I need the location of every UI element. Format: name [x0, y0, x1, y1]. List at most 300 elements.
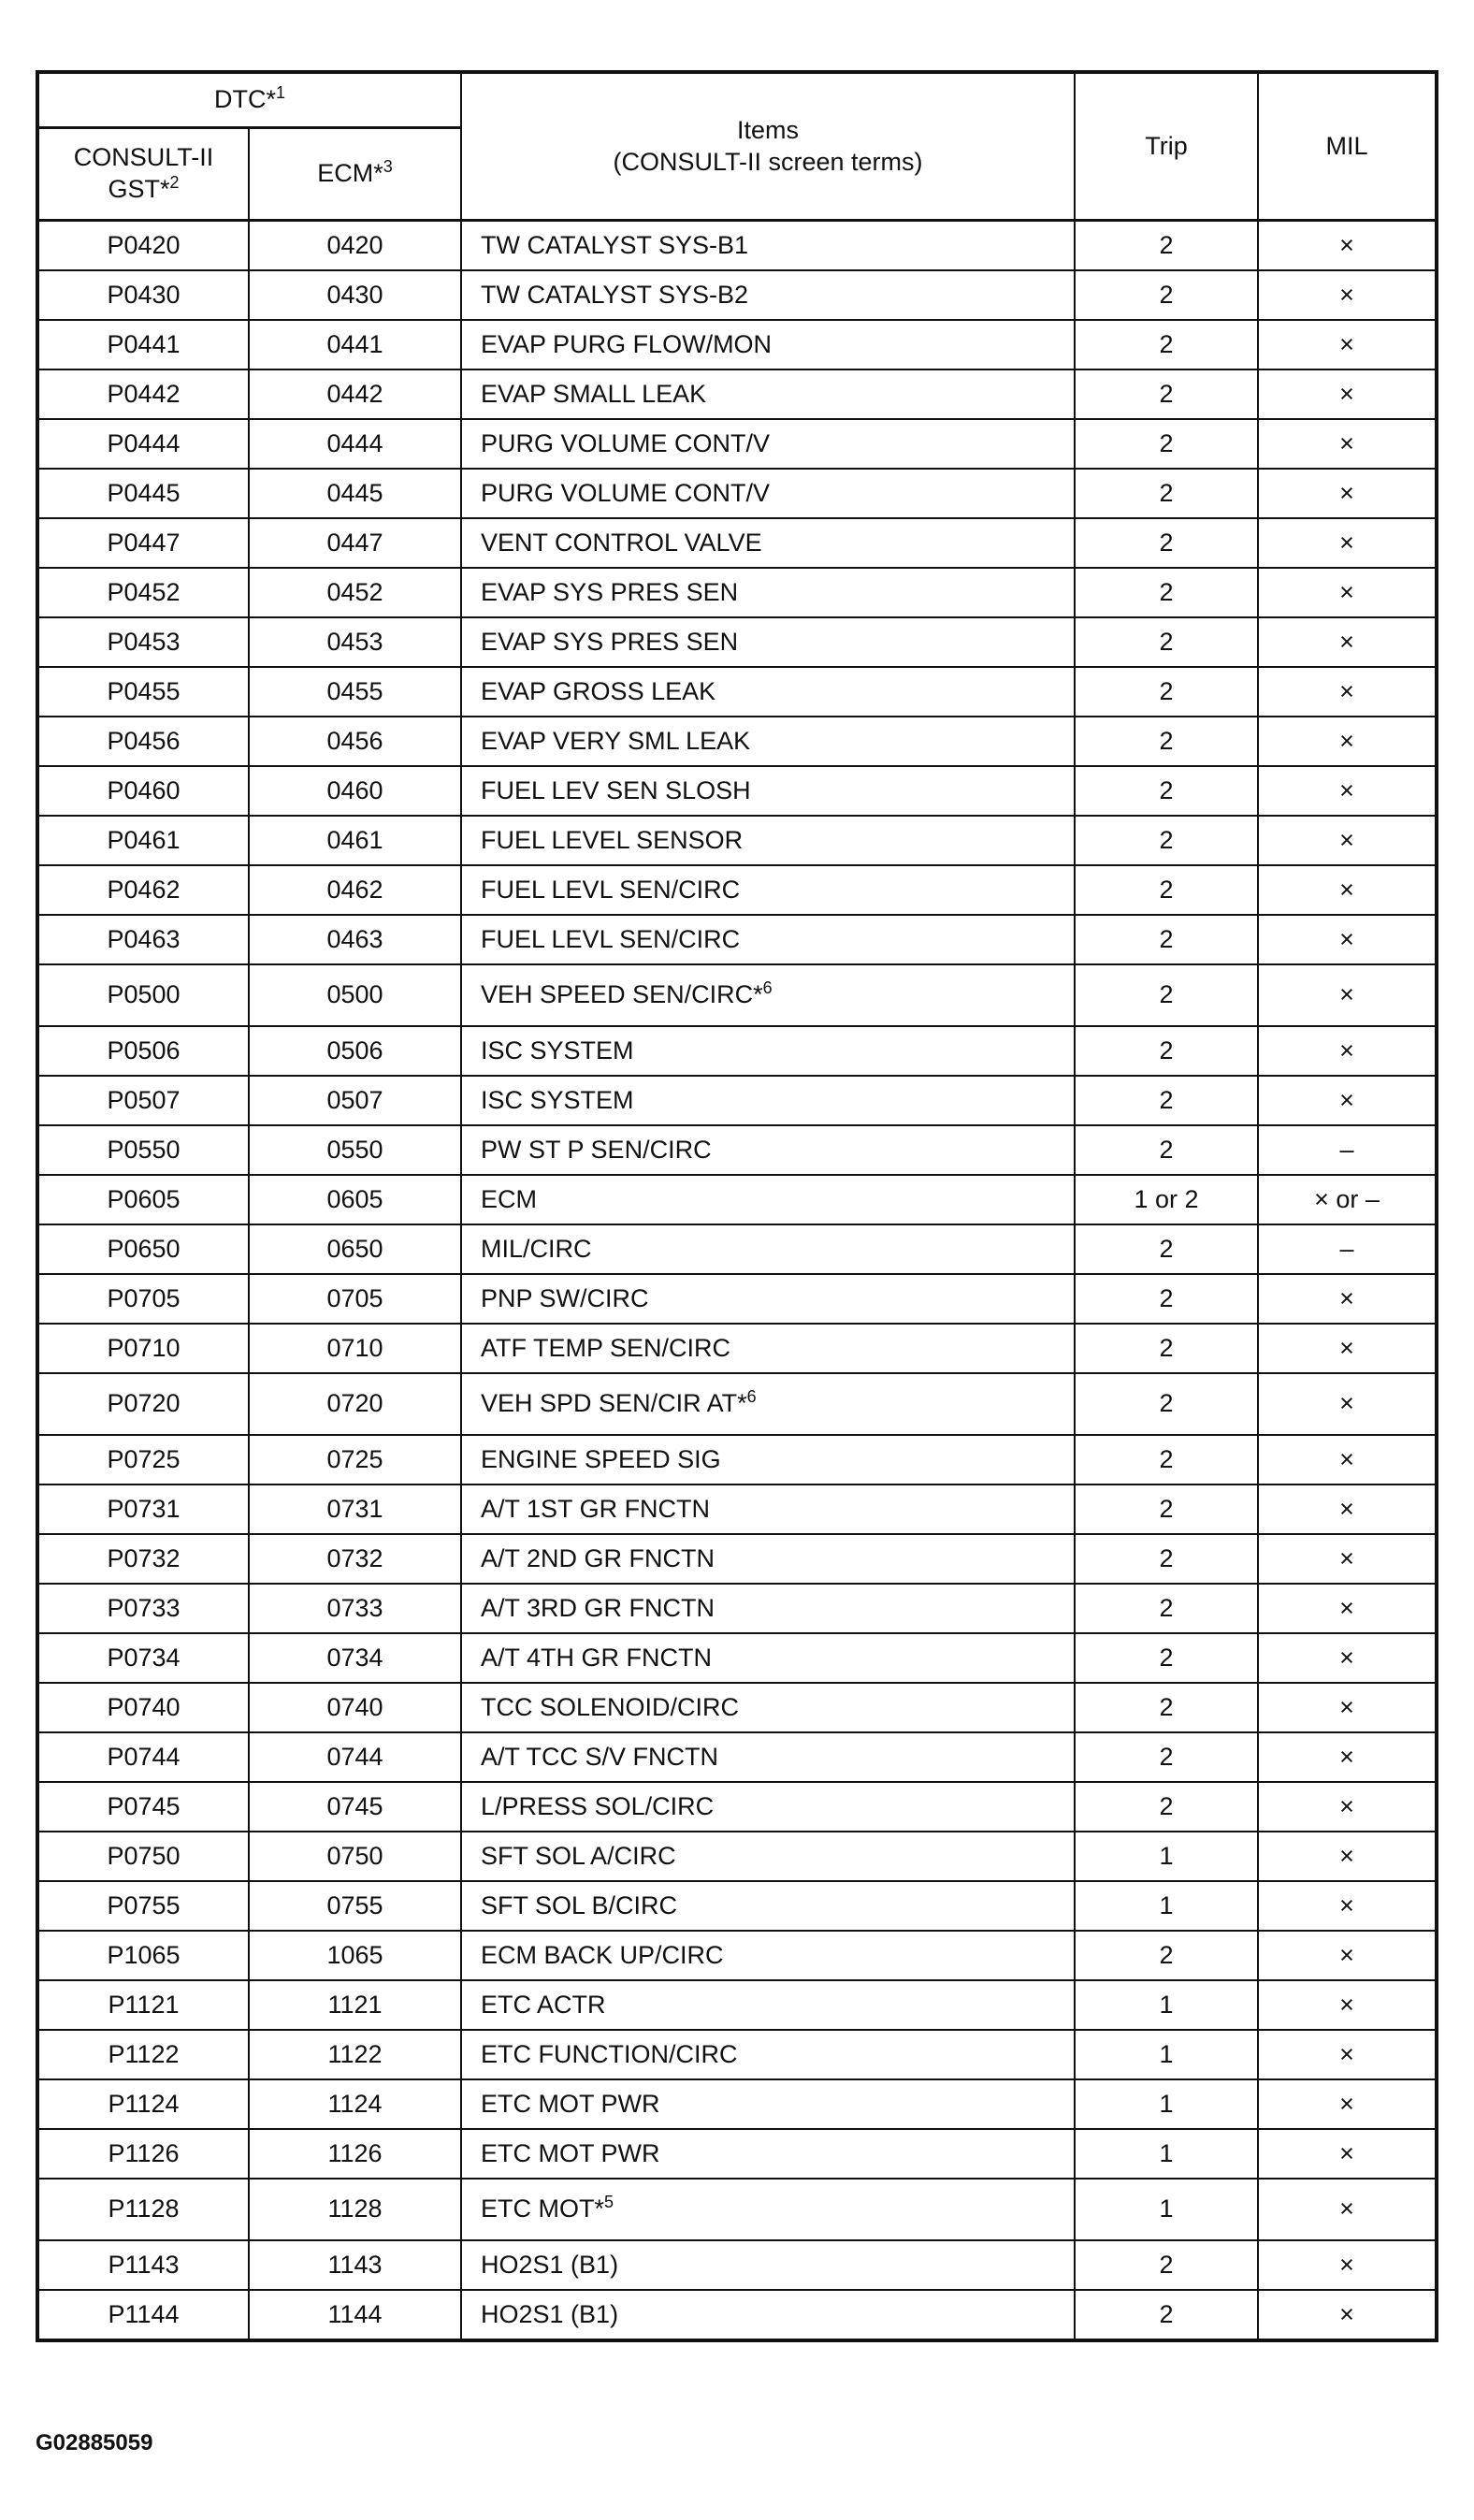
item-term: [461, 617, 1075, 667]
item-term: [461, 1224, 1075, 1274]
mil-indicator: ×: [1258, 1274, 1437, 1324]
ecm-code: 0500: [249, 964, 461, 1026]
item-term: [461, 1026, 1075, 1076]
consult-gst-code: P1121: [37, 1980, 249, 2030]
table-row: [37, 667, 1437, 717]
consult-gst-code: P1122: [37, 2030, 249, 2079]
item-term-text: VENT CONTROL VALVE: [481, 528, 762, 557]
header-ecm: ECM*$^3$: [249, 128, 461, 221]
item-term-text: PNP SW/CIRC: [481, 1283, 649, 1312]
table-row: [37, 419, 1437, 469]
ecm-code: 0740: [249, 1683, 461, 1732]
item-term: [461, 1435, 1075, 1484]
table-row: [37, 1633, 1437, 1683]
trip-value: 2: [1075, 320, 1258, 369]
consult-gst-code: P0456: [37, 717, 249, 766]
item-term: [461, 2240, 1075, 2290]
header-dtc: DTC*$^1$: [37, 72, 461, 128]
trip-value: 2: [1075, 717, 1258, 766]
trip-value: 2: [1075, 1026, 1258, 1076]
item-term: [461, 369, 1075, 419]
table-row: [37, 2240, 1437, 2290]
trip-value: 1: [1075, 2129, 1258, 2179]
mil-indicator: ×: [1258, 2079, 1437, 2129]
item-term: [461, 1683, 1075, 1732]
mil-indicator: –: [1258, 1125, 1437, 1175]
item-term: [461, 964, 1075, 1026]
consult-gst-code: P0650: [37, 1224, 249, 1274]
item-term-text: SFT SOL B/CIRC: [481, 1890, 678, 1919]
ecm-code: 0453: [249, 617, 461, 667]
header-consult-footnote: 2: [169, 173, 180, 192]
ecm-code: 0420: [249, 221, 461, 271]
trip-value: 2: [1075, 2240, 1258, 2290]
mil-indicator: ×: [1258, 1980, 1437, 2030]
trip-value: 2: [1075, 667, 1258, 717]
table-row: [37, 1534, 1437, 1584]
ecm-code: 0725: [249, 1435, 461, 1484]
trip-value: 2: [1075, 1683, 1258, 1732]
item-term: [461, 1484, 1075, 1534]
table-row: [37, 865, 1437, 915]
header-dtc-footnote: 1: [276, 83, 286, 103]
mil-indicator: ×: [1258, 1373, 1437, 1435]
ecm-code: 0452: [249, 568, 461, 617]
ecm-code: 0462: [249, 865, 461, 915]
table-row: [37, 1931, 1437, 1980]
item-term-text: TW CATALYST SYS-B2: [481, 280, 749, 309]
table-row: [37, 617, 1437, 667]
item-term: [461, 320, 1075, 369]
ecm-code: 1065: [249, 1931, 461, 1980]
item-term: [461, 1782, 1075, 1832]
trip-value: 2: [1075, 1584, 1258, 1633]
dtc-table-sheet: [36, 70, 1435, 2342]
ecm-code: 1144: [249, 2290, 461, 2340]
figure-code: G02885059: [36, 2430, 153, 2455]
item-term-text: VEH SPEED SEN/CIRC*: [481, 980, 763, 1009]
ecm-code: 0720: [249, 1373, 461, 1435]
item-term: [461, 270, 1075, 320]
consult-gst-code: P0453: [37, 617, 249, 667]
item-term: [461, 1980, 1075, 2030]
table-row: [37, 568, 1437, 617]
item-term-text: ATF TEMP SEN/CIRC: [481, 1333, 731, 1362]
consult-gst-code: P0442: [37, 369, 249, 419]
item-term: [461, 2290, 1075, 2340]
table-row: [37, 1435, 1437, 1484]
table-row: [37, 1125, 1437, 1175]
table-row: [37, 1782, 1437, 1832]
trip-value: 2: [1075, 2290, 1258, 2340]
consult-gst-code: P0725: [37, 1435, 249, 1484]
consult-gst-code: P0745: [37, 1782, 249, 1832]
trip-value: 1: [1075, 1881, 1258, 1931]
mil-indicator: ×: [1258, 1026, 1437, 1076]
consult-gst-code: P0732: [37, 1534, 249, 1584]
trip-value: 2: [1075, 1373, 1258, 1435]
mil-indicator: ×: [1258, 1881, 1437, 1931]
mil-indicator: ×: [1258, 766, 1437, 816]
ecm-code: 0650: [249, 1224, 461, 1274]
table-row: [37, 915, 1437, 964]
item-term-text: EVAP VERY SML LEAK: [481, 726, 751, 755]
mil-indicator: ×: [1258, 2129, 1437, 2179]
consult-gst-code: P0734: [37, 1633, 249, 1683]
consult-gst-code: P1124: [37, 2079, 249, 2129]
ecm-code: 0750: [249, 1832, 461, 1881]
item-term-text: EVAP SYS PRES SEN: [481, 577, 739, 606]
item-term-text: A/T 3RD GR FNCTN: [481, 1593, 715, 1622]
consult-gst-code: P0740: [37, 1683, 249, 1732]
item-term: [461, 717, 1075, 766]
item-term-text: ISC SYSTEM: [481, 1036, 634, 1064]
item-term-text: ETC MOT*: [481, 2194, 605, 2223]
item-footnote: 6: [746, 1387, 757, 1407]
trip-value: 2: [1075, 568, 1258, 617]
item-term: [461, 1274, 1075, 1324]
item-term-text: ISC SYSTEM: [481, 1085, 634, 1114]
trip-value: 2: [1075, 964, 1258, 1026]
mil-indicator: ×: [1258, 1484, 1437, 1534]
item-term: [461, 2129, 1075, 2179]
item-term-text: HO2S1 (B1): [481, 2250, 619, 2279]
trip-value: 1: [1075, 1832, 1258, 1881]
consult-gst-code: P0461: [37, 816, 249, 865]
trip-value: 2: [1075, 915, 1258, 964]
table-row: [37, 1324, 1437, 1373]
header-ecm-footnote: 3: [383, 157, 393, 177]
item-term: [461, 469, 1075, 518]
item-term: [461, 1881, 1075, 1931]
item-term: [461, 1534, 1075, 1584]
item-term-text: ECM BACK UP/CIRC: [481, 1940, 724, 1969]
table-row: [37, 469, 1437, 518]
consult-gst-code: P0755: [37, 1881, 249, 1931]
trip-value: 2: [1075, 1782, 1258, 1832]
trip-value: 2: [1075, 1732, 1258, 1782]
ecm-code: 0731: [249, 1484, 461, 1534]
item-term: [461, 419, 1075, 469]
item-term-text: ETC ACTR: [481, 1990, 606, 2019]
item-term-text: SFT SOL A/CIRC: [481, 1841, 676, 1870]
ecm-code: 0734: [249, 1633, 461, 1683]
ecm-code: 0463: [249, 915, 461, 964]
trip-value: 2: [1075, 1435, 1258, 1484]
item-term: [461, 816, 1075, 865]
mil-indicator: ×: [1258, 419, 1437, 469]
trip-value: 2: [1075, 617, 1258, 667]
ecm-code: 0705: [249, 1274, 461, 1324]
mil-indicator: ×: [1258, 270, 1437, 320]
table-row: [37, 2079, 1437, 2129]
ecm-code: 0447: [249, 518, 461, 568]
consult-gst-code: P0420: [37, 221, 249, 271]
ecm-code: 0744: [249, 1732, 461, 1782]
consult-gst-code: P0455: [37, 667, 249, 717]
item-term-text: VEH SPD SEN/CIR AT*: [481, 1389, 747, 1418]
mil-indicator: ×: [1258, 1633, 1437, 1683]
ecm-code: 0732: [249, 1534, 461, 1584]
ecm-code: 0550: [249, 1125, 461, 1175]
consult-gst-code: P0733: [37, 1584, 249, 1633]
item-term: [461, 766, 1075, 816]
item-term: [461, 221, 1075, 271]
mil-indicator: ×: [1258, 865, 1437, 915]
mil-indicator: ×: [1258, 2179, 1437, 2240]
item-term: [461, 568, 1075, 617]
table-row: [37, 1980, 1437, 2030]
table-row: [37, 320, 1437, 369]
table-row: [37, 766, 1437, 816]
item-term-text: FUEL LEVEL SENSOR: [481, 825, 744, 854]
consult-gst-code: P0507: [37, 1076, 249, 1125]
consult-gst-code: P0506: [37, 1026, 249, 1076]
item-term: [461, 1125, 1075, 1175]
item-term-text: TW CATALYST SYS-B1: [481, 230, 749, 259]
trip-value: 1 or 2: [1075, 1175, 1258, 1224]
item-term-text: ECM: [481, 1184, 538, 1213]
item-term-text: EVAP GROSS LEAK: [481, 676, 716, 705]
trip-value: 2: [1075, 369, 1258, 419]
item-term: [461, 915, 1075, 964]
ecm-code: 0733: [249, 1584, 461, 1633]
trip-value: 2: [1075, 270, 1258, 320]
table-row: [37, 1224, 1437, 1274]
consult-gst-code: P0430: [37, 270, 249, 320]
ecm-code: 1122: [249, 2030, 461, 2079]
consult-gst-code: P0731: [37, 1484, 249, 1534]
item-term: [461, 1633, 1075, 1683]
trip-value: 1: [1075, 2179, 1258, 2240]
item-term-text: A/T 4TH GR FNCTN: [481, 1643, 713, 1672]
item-term-text: TCC SOLENOID/CIRC: [481, 1692, 740, 1721]
header-items: Items (CONSULT-II screen terms): [461, 72, 1075, 221]
table-row: [37, 717, 1437, 766]
ecm-code: 0710: [249, 1324, 461, 1373]
mil-indicator: ×: [1258, 1324, 1437, 1373]
item-term-text: EVAP SYS PRES SEN: [481, 627, 739, 656]
table-row: [37, 1881, 1437, 1931]
mil-indicator: ×: [1258, 915, 1437, 964]
trip-value: 2: [1075, 1633, 1258, 1683]
item-term: [461, 865, 1075, 915]
trip-value: 2: [1075, 1484, 1258, 1534]
item-term-text: PURG VOLUME CONT/V: [481, 428, 771, 457]
mil-indicator: ×: [1258, 568, 1437, 617]
item-term-text: PURG VOLUME CONT/V: [481, 478, 771, 507]
consult-gst-code: P0444: [37, 419, 249, 469]
table-row: [37, 270, 1437, 320]
ecm-code: 0745: [249, 1782, 461, 1832]
mil-indicator: ×: [1258, 1683, 1437, 1732]
item-term: [461, 1076, 1075, 1125]
table-row: [37, 1026, 1437, 1076]
ecm-code: 0444: [249, 419, 461, 469]
mil-indicator: ×: [1258, 2030, 1437, 2079]
ecm-code: 0445: [249, 469, 461, 518]
consult-gst-code: P0500: [37, 964, 249, 1026]
trip-value: 2: [1075, 865, 1258, 915]
table-row: [37, 2129, 1437, 2179]
item-term-text: FUEL LEV SEN SLOSH: [481, 775, 751, 804]
header-mil: MIL: [1258, 72, 1437, 221]
table-body: [37, 221, 1437, 2341]
consult-gst-code: P1128: [37, 2179, 249, 2240]
trip-value: 2: [1075, 1224, 1258, 1274]
item-term-text: EVAP PURG FLOW/MON: [481, 329, 773, 358]
item-term-text: MIL/CIRC: [481, 1234, 592, 1263]
trip-value: 2: [1075, 419, 1258, 469]
table-row: [37, 1373, 1437, 1435]
trip-value: 2: [1075, 518, 1258, 568]
mil-indicator: ×: [1258, 1076, 1437, 1125]
mil-indicator: ×: [1258, 221, 1437, 271]
trip-value: 1: [1075, 1980, 1258, 2030]
ecm-code: 0460: [249, 766, 461, 816]
consult-gst-code: P0710: [37, 1324, 249, 1373]
ecm-code: 0605: [249, 1175, 461, 1224]
ecm-code: 0755: [249, 1881, 461, 1931]
item-term-text: HO2S1 (B1): [481, 2299, 619, 2328]
mil-indicator: ×: [1258, 469, 1437, 518]
consult-gst-code: P0452: [37, 568, 249, 617]
mil-indicator: ×: [1258, 667, 1437, 717]
consult-gst-code: P0463: [37, 915, 249, 964]
header-consult-gst: CONSULT-II GST*$^2$: [37, 128, 249, 221]
trip-value: 2: [1075, 1076, 1258, 1125]
mil-indicator: ×: [1258, 1584, 1437, 1633]
table-row: [37, 1683, 1437, 1732]
item-term: [461, 2179, 1075, 2240]
ecm-code: 0455: [249, 667, 461, 717]
consult-gst-code: P0462: [37, 865, 249, 915]
consult-gst-code: P0441: [37, 320, 249, 369]
item-term: [461, 1373, 1075, 1435]
ecm-code: 0507: [249, 1076, 461, 1125]
ecm-code: 0461: [249, 816, 461, 865]
ecm-code: 1128: [249, 2179, 461, 2240]
mil-indicator: –: [1258, 1224, 1437, 1274]
ecm-code: 1124: [249, 2079, 461, 2129]
table-row: [37, 964, 1437, 1026]
item-footnote: 5: [604, 2193, 614, 2212]
mil-indicator: ×: [1258, 1534, 1437, 1584]
item-term: [461, 1324, 1075, 1373]
trip-value: 2: [1075, 766, 1258, 816]
dtc-table: [36, 70, 1438, 2342]
trip-value: 2: [1075, 469, 1258, 518]
item-term: [461, 1931, 1075, 1980]
ecm-code: 0430: [249, 270, 461, 320]
table-row: [37, 1076, 1437, 1125]
table-row: [37, 1584, 1437, 1633]
item-term: [461, 1832, 1075, 1881]
table-row: [37, 2179, 1437, 2240]
consult-gst-code: P0447: [37, 518, 249, 568]
mil-indicator: ×: [1258, 2290, 1437, 2340]
consult-gst-code: P0750: [37, 1832, 249, 1881]
table-row: [37, 1832, 1437, 1881]
mil-indicator: ×: [1258, 1832, 1437, 1881]
mil-indicator: ×: [1258, 1931, 1437, 1980]
item-footnote: 6: [762, 978, 773, 998]
trip-value: 2: [1075, 816, 1258, 865]
mil-indicator: ×: [1258, 1782, 1437, 1832]
item-term: [461, 667, 1075, 717]
consult-gst-code: P0744: [37, 1732, 249, 1782]
ecm-code: 0506: [249, 1026, 461, 1076]
trip-value: 1: [1075, 2030, 1258, 2079]
consult-gst-code: P1144: [37, 2290, 249, 2340]
consult-gst-code: P0705: [37, 1274, 249, 1324]
trip-value: 1: [1075, 2079, 1258, 2129]
table-row: [37, 1484, 1437, 1534]
trip-value: 2: [1075, 221, 1258, 271]
item-term: [461, 2030, 1075, 2079]
table-header: [37, 72, 1437, 221]
item-term-text: PW ST P SEN/CIRC: [481, 1135, 712, 1164]
item-term-text: A/T 1ST GR FNCTN: [481, 1494, 711, 1523]
table-row: [37, 1274, 1437, 1324]
table-row: [37, 221, 1437, 271]
consult-gst-code: P0445: [37, 469, 249, 518]
item-term-text: L/PRESS SOL/CIRC: [481, 1791, 715, 1820]
consult-gst-code: P0550: [37, 1125, 249, 1175]
item-term: [461, 2079, 1075, 2129]
mil-indicator: ×: [1258, 964, 1437, 1026]
consult-gst-code: P0720: [37, 1373, 249, 1435]
ecm-code: 0456: [249, 717, 461, 766]
mil-indicator: ×: [1258, 2240, 1437, 2290]
consult-gst-code: P1065: [37, 1931, 249, 1980]
item-term-text: A/T 2ND GR FNCTN: [481, 1543, 715, 1572]
item-term-text: FUEL LEVL SEN/CIRC: [481, 924, 741, 953]
mil-indicator: ×: [1258, 369, 1437, 419]
table-row: [37, 1175, 1437, 1224]
consult-gst-code: P1143: [37, 2240, 249, 2290]
item-term-text: A/T TCC S/V FNCTN: [481, 1742, 719, 1771]
consult-gst-code: P0460: [37, 766, 249, 816]
item-term: [461, 1732, 1075, 1782]
ecm-code: 0441: [249, 320, 461, 369]
table-row: [37, 369, 1437, 419]
item-term-text: EVAP SMALL LEAK: [481, 379, 707, 408]
mil-indicator: ×: [1258, 717, 1437, 766]
mil-indicator: ×: [1258, 1435, 1437, 1484]
item-term: [461, 518, 1075, 568]
mil-indicator: ×: [1258, 518, 1437, 568]
trip-value: 2: [1075, 1931, 1258, 1980]
table-row: [37, 2290, 1437, 2340]
table-row: [37, 518, 1437, 568]
item-term-text: ETC MOT PWR: [481, 2138, 660, 2167]
mil-indicator: ×: [1258, 1732, 1437, 1782]
item-term: [461, 1584, 1075, 1633]
item-term-text: ETC MOT PWR: [481, 2089, 660, 2118]
table-row: [37, 816, 1437, 865]
item-term-text: ENGINE SPEED SIG: [481, 1444, 721, 1473]
ecm-code: 1126: [249, 2129, 461, 2179]
item-term-text: FUEL LEVL SEN/CIRC: [481, 875, 741, 904]
trip-value: 2: [1075, 1324, 1258, 1373]
ecm-code: 0442: [249, 369, 461, 419]
trip-value: 2: [1075, 1125, 1258, 1175]
table-row: [37, 1732, 1437, 1782]
header-trip: Trip: [1075, 72, 1258, 221]
mil-indicator: ×: [1258, 816, 1437, 865]
consult-gst-code: P1126: [37, 2129, 249, 2179]
